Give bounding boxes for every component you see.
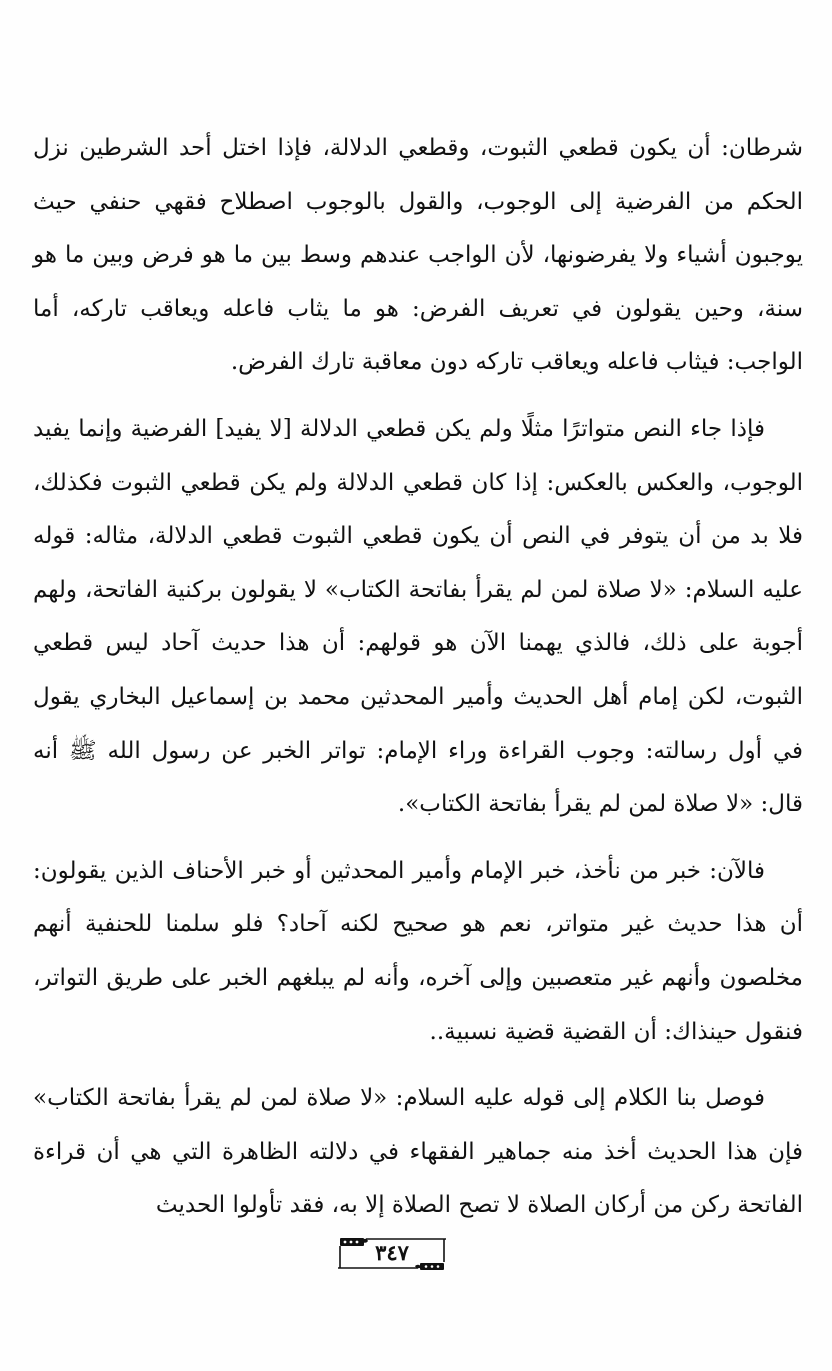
page-number-frame xyxy=(336,1236,448,1272)
paragraph-1: شرطان: أن يكون قطعي الثبوت، وقطعي الدلالة، فإذا اختل أحد الشرطين نزل الحكم من الفرضية إلى الوجوب، والقول بالوجوب اصطلاح فقهي حنفي حيث يوجبون أشياء ولا يفرضونها، لأن الواجب عندهم وسط بين ما هو فرض وبين ما هو سنة، وحين يقولون في تعريف الفرض: هو ما يثاب فاعله ويعاقب تاركه، أما الواجب: فيثاب فاعله ويعاقب تاركه دون معاقبة تارك الفرض. xyxy=(33,135,803,376)
page-number: ٣٤٧ xyxy=(375,1240,409,1265)
paragraph-4: فوصل بنا الكلام إلى قوله عليه السلام: «لا صلاة لمن لم يقرأ بفاتحة الكتاب» فإن هذا الحديث أخذ منه جماهير الفقهاء في دلالته الظاهرة التي هي أن قراءة الفاتحة ركن من أركان الصلاة لا تصح الصلاة إلا به، فقد تأولوا الحديث xyxy=(33,1085,804,1219)
paragraph-3: فالآن: خبر من نأخذ، خبر الإمام وأمير المحدثين أو خبر الأحناف الذين يقولون: أن هذا حديث غير متواتر، نعم هو صحيح لكنه آحاد؟ فلو سلمنا للحنفية أنهم مخلصون وأنهم غير متعصبين وإلى آخره، وأنه لم يبلغهم الخبر على طريق التواتر، فنقول حينذاك: أن القضية قضية نسبية.. xyxy=(33,857,803,1045)
paragraph-2: فإذا جاء النص متواترًا مثلًا ولم يكن قطعي الدلالة [لا يفيد] الفرضية وإنما يفيد الوجوب، والعكس بالعكس: إذا كان قطعي الدلالة ولم يكن قطعي الثبوت فكذلك، فلا بد من أن يتوفر في النص أن يكون قطعي الثبوت قطعي الدلالة، مثاله: قوله عليه السلام: «لا صلاة لمن لم يقرأ بفاتحة الكتاب» لا يقولون بركنية الفاتحة، ولهم أجوبة على ذلك، فالذي يهمنا الآن هو قولهم: أن هذا حديث آحاد ليس قطعي الثبوت، لكن إمام أهل الحديث وأمير المحدثين محمد بن إسماعيل البخاري يقول في أول رسالته: وجوب القراءة وراء الإمام: تواتر الخبر عن رسول الله ﷺ أنه قال: «لا صلاة لمن لم يقرأ بفاتحة الكتاب». xyxy=(33,415,803,818)
body-text xyxy=(33,122,803,1246)
